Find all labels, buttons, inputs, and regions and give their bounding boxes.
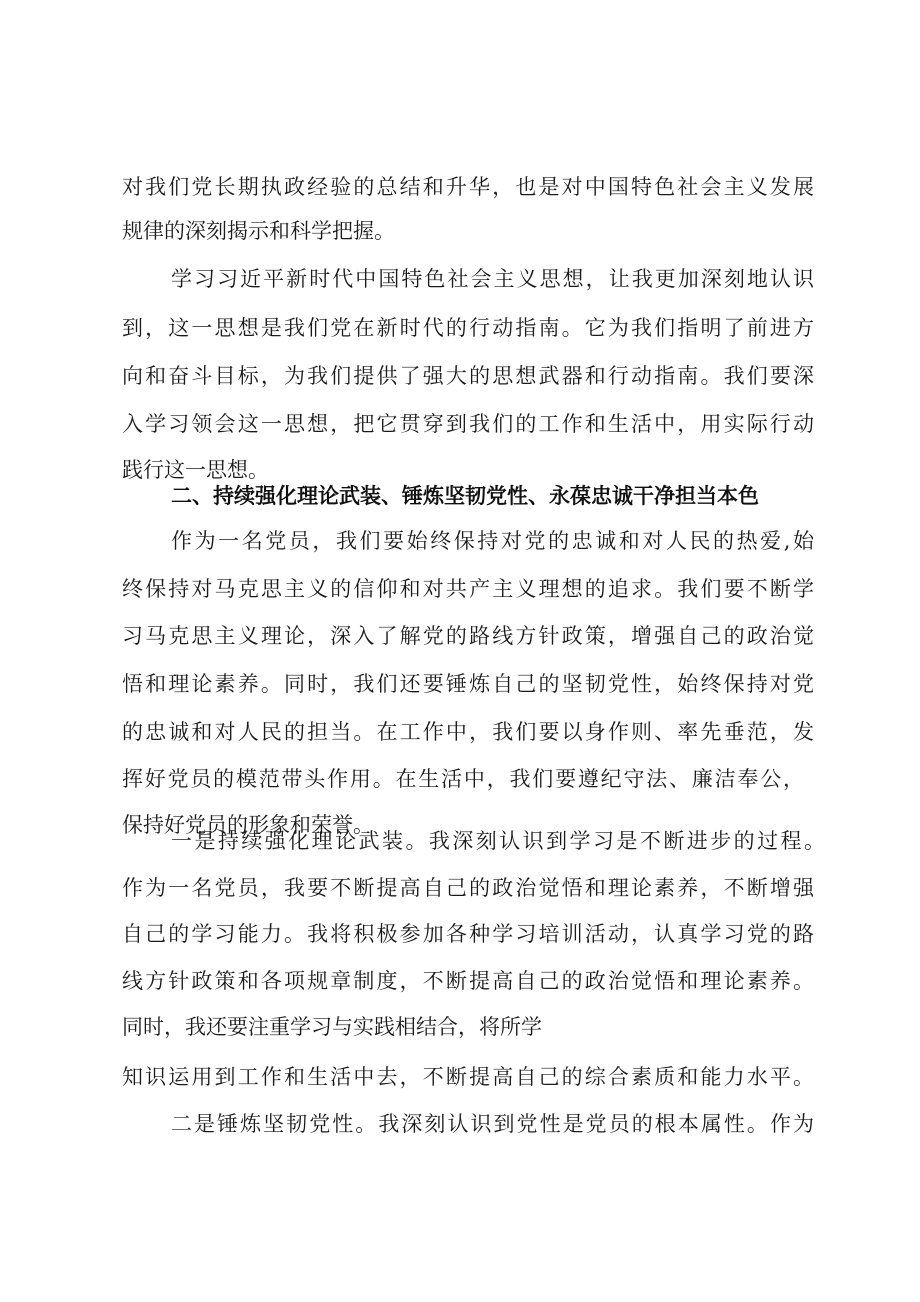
paragraph-line: 知识运用到工作和生活中去，不断提高自己的综合素质和能力水平。 [122, 1065, 814, 1089]
paragraph-line: 挥好党员的模范带头作用。在生活中，我们要遵纪守法、廉洁奉公， [122, 767, 804, 791]
paragraph-line: 到，这一思想是我们党在新时代的行动指南。它为我们指明了前进方 [122, 316, 814, 340]
paragraph-line: 习马克思主义理论，深入了解党的路线方针政策，增强自己的政治觉 [122, 624, 814, 648]
paragraph-line: 践行这一思想。 [122, 458, 269, 482]
paragraph-line: 规律的深刻揭示和科学把握。 [122, 219, 395, 243]
paragraph-first-line: 二是锤炼坚韧党性。我深刻认识到党性是党员的根本属性。作为 [171, 1112, 814, 1136]
paragraph-first-line: 学习习近平新时代中国特色社会主义思想，让我更加深刻地认识 [171, 267, 814, 291]
paragraph-line: 对我们党长期执政经验的总结和升华，也是对中国特色社会主义发展 [122, 175, 814, 199]
paragraph-first-line: 作为一名党员，我们要始终保持对党的忠诚和对人民的热爱,始 [171, 529, 814, 553]
paragraph-first-line: 一是持续强化理论武装。我深刻认识到学习是不断进步的过程。 [171, 829, 825, 853]
paragraph-line: 线方针政策和各项规章制度，不断提高自己的政治觉悟和理论素养。 [122, 969, 814, 993]
section-heading: 二、持续强化理论武装、锤炼坚韧党性、永葆忠诚干净担当本色 [171, 484, 759, 508]
paragraph-line: 悟和理论素养。同时，我们还要锤炼自己的坚韧党性，始终保持对党 [122, 672, 814, 696]
paragraph-line: 入学习领会这一思想，把它贯穿到我们的工作和生活中，用实际行动 [122, 412, 814, 436]
paragraph-line: 作为一名党员，我要不断提高自己的政治觉悟和理论素养，不断增强 [122, 876, 814, 900]
paragraph-line: 保持好党员的形象和荣誉。 [122, 813, 374, 837]
paragraph-line: 向和奋斗目标，为我们提供了强大的思想武器和行动指南。我们要深 [122, 364, 814, 388]
paragraph-line: 自己的学习能力。我将积极参加各种学习培训活动，认真学习党的路 [122, 922, 814, 946]
paragraph-line: 终保持对马克思主义的信仰和对共产主义理想的追求。我们要不断学 [122, 577, 814, 601]
paragraph-line: 的忠诚和对人民的担当。在工作中，我们要以身作则、率先垂范，发 [122, 720, 814, 744]
paragraph-line: 同时，我还要注重学习与实践相结合，将所学 [122, 1015, 542, 1039]
